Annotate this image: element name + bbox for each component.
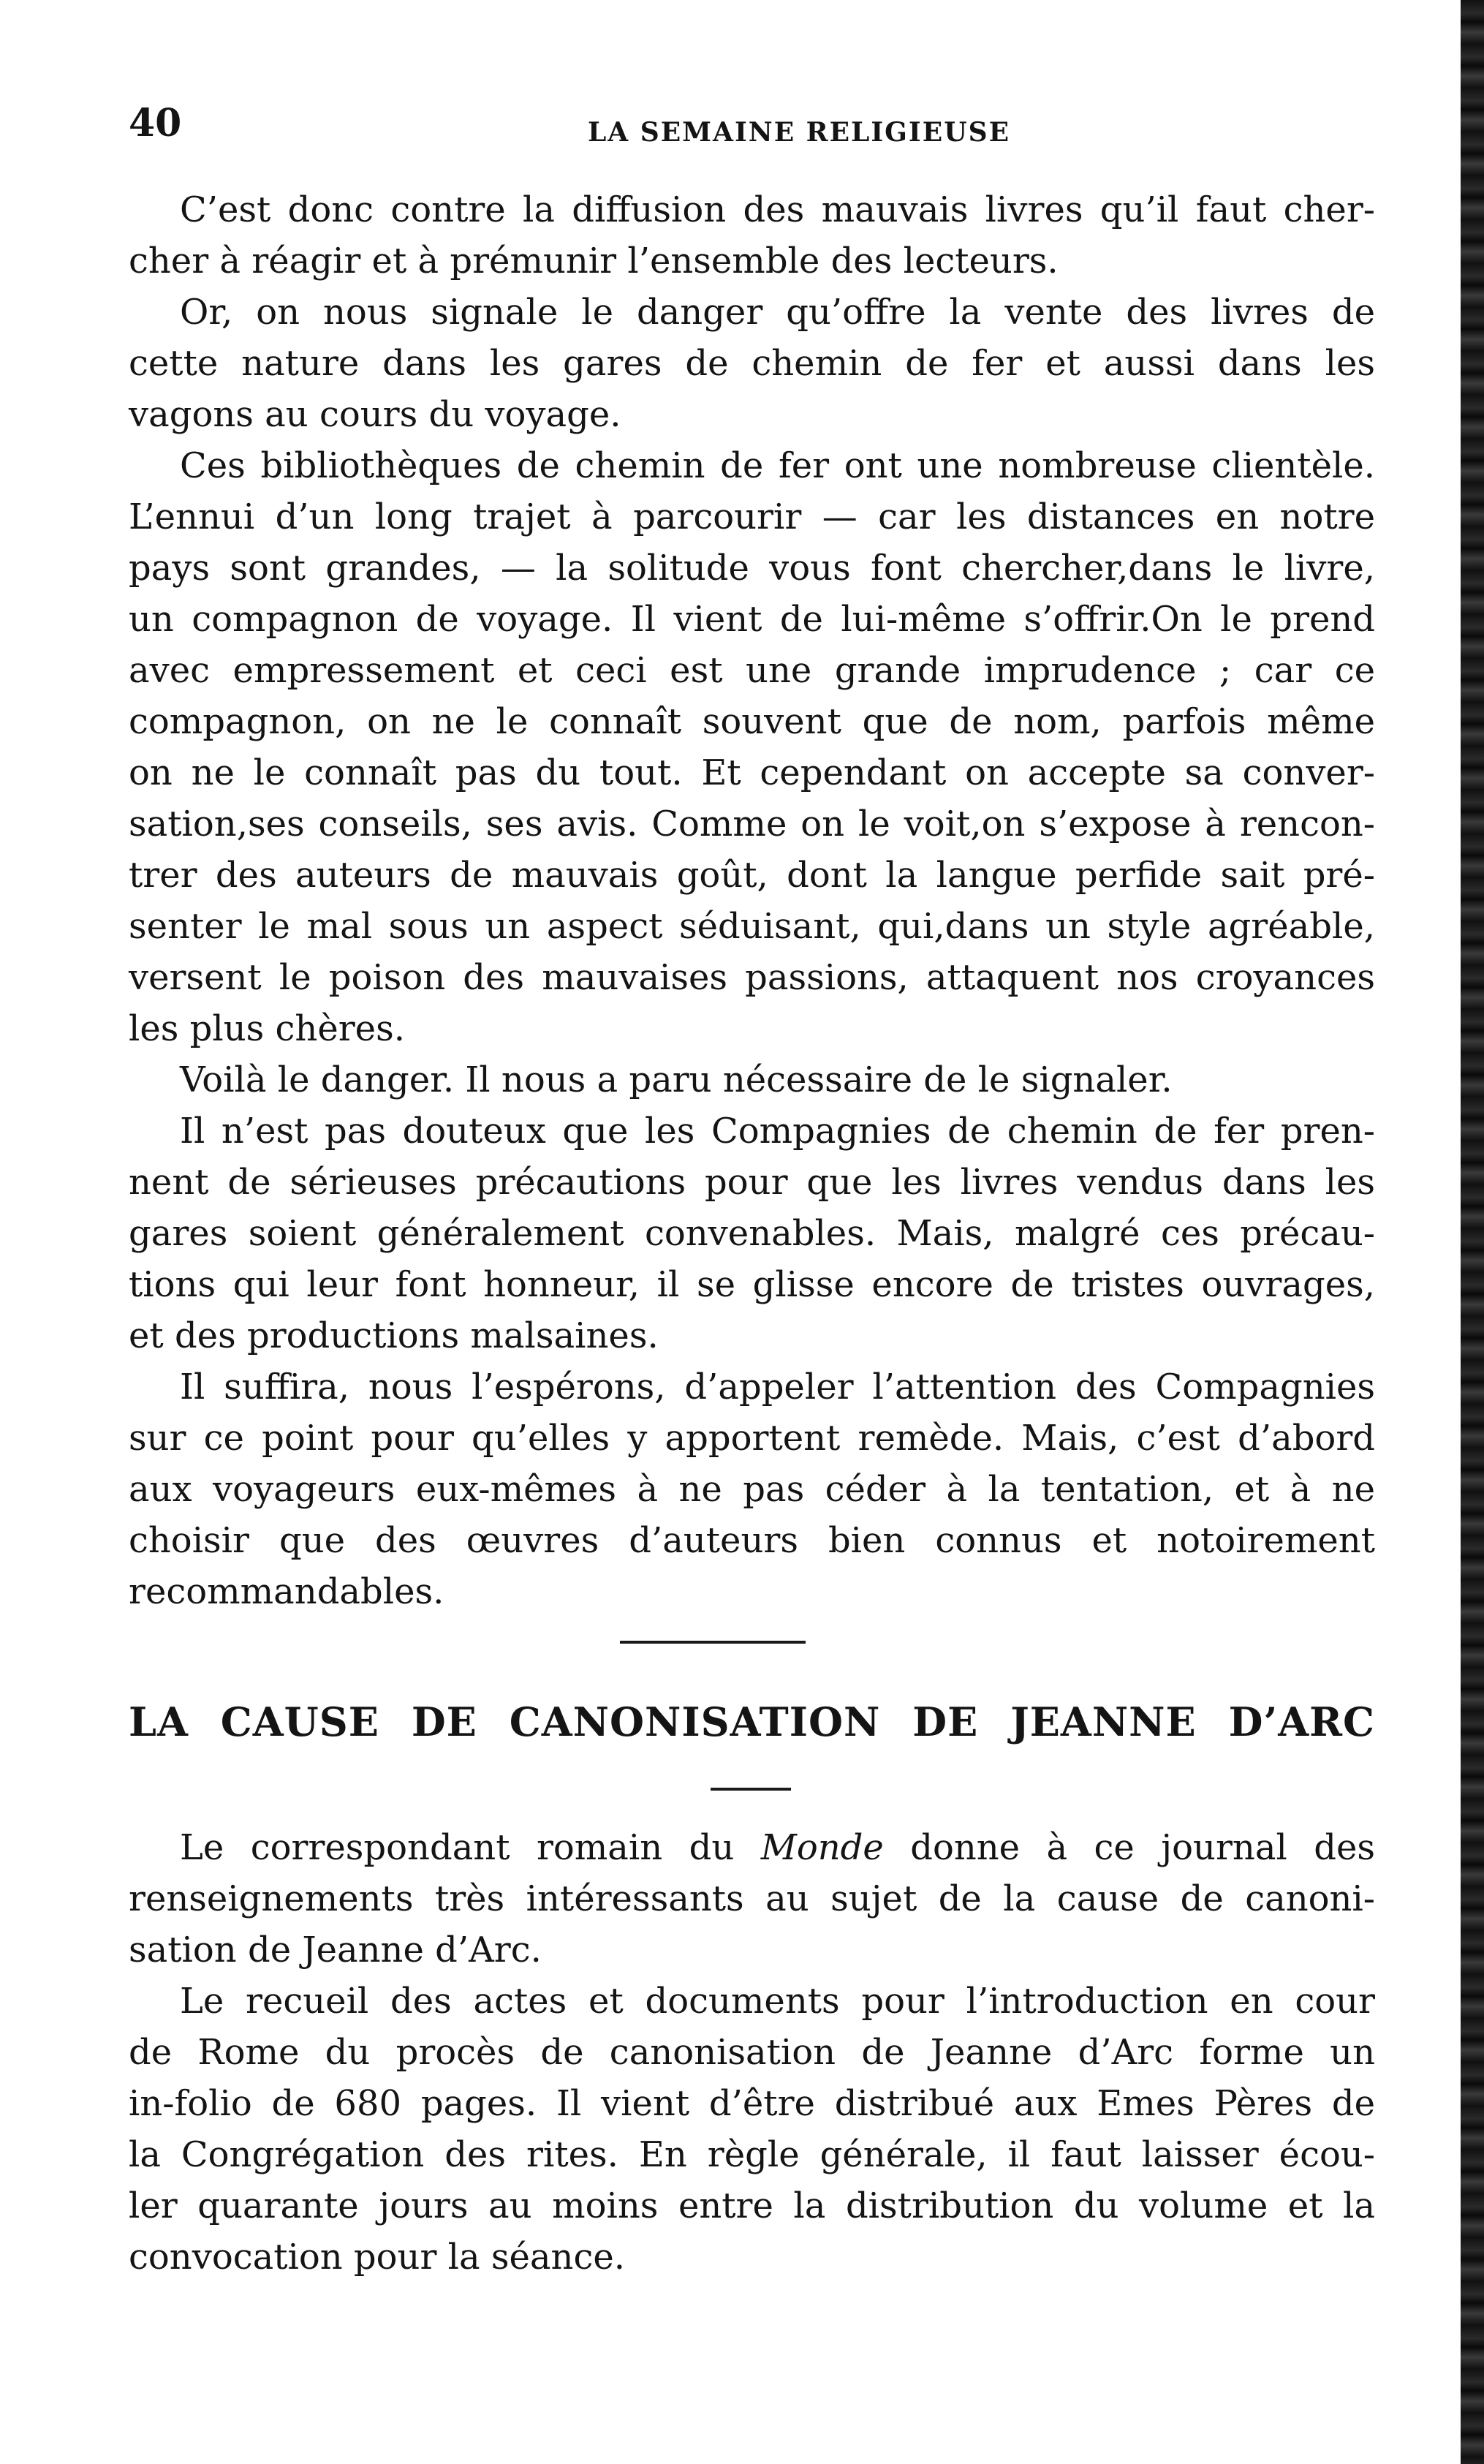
text-line: recommandables.	[129, 1571, 444, 1612]
text-line: compagnon, on ne le connaît souvent que de nom, parfois même	[129, 701, 1375, 742]
page-number: 40	[129, 101, 182, 146]
text-line: on ne le connaît pas du tout. Et cependant on accepte sa conver-	[129, 752, 1375, 793]
text-line: pays sont grandes, — la solitude vous font chercher,dans le livre,	[129, 548, 1375, 589]
article-railway-books	[129, 184, 1375, 1617]
text-line: Voilà le danger. Il nous a paru nécessaire de le signaler.	[180, 1059, 1173, 1100]
text-line: choisir que des œuvres d’auteurs bien connus et notoirement	[129, 1520, 1375, 1561]
text-line: cette nature dans les gares de chemin de fer et aussi dans les	[129, 343, 1375, 384]
article-joan-of-arc	[129, 1822, 1375, 2283]
text-line: sation de Jeanne d’Arc.	[129, 1930, 542, 1970]
title-underline-rule	[711, 1788, 791, 1791]
text-line	[129, 1822, 1375, 1873]
section-divider-rule	[620, 1641, 806, 1644]
text-run: Le correspondant romain du	[180, 1827, 761, 1868]
text-line: sur ce point pour qu’elles y apportent remède. Mais, c’est d’abord	[129, 1418, 1375, 1459]
text-line: cher à réagir et à prémunir l’ensemble des lecteurs.	[129, 241, 1059, 281]
text-line: aux voyageurs eux-mêmes à ne pas céder à la tentation, et à ne	[129, 1469, 1375, 1510]
text-line: L’ennui d’un long trajet à parcourir — car les distances en notre	[129, 496, 1375, 537]
text-line: Il suffira, nous l’espérons, d’appeler l’attention des Compagnies	[180, 1367, 1375, 1407]
text-line: convocation pour la séance.	[129, 2237, 626, 2278]
text-line: avec empressement et ceci est une grande imprudence ; car ce	[129, 650, 1375, 691]
text-line: renseignements très intéressants au sujet de la cause de canoni-	[129, 1878, 1375, 1919]
text-line: Le recueil des actes et documents pour l’introduction en cour	[180, 1981, 1375, 2022]
text-line: vagons au cours du voyage.	[129, 394, 621, 435]
section-title: LA CAUSE DE CANONISATION DE JEANNE D’ARC	[129, 1698, 1375, 1745]
text-line: un compagnon de voyage. Il vient de lui-même s’offrir.On le prend	[129, 599, 1375, 640]
text-line: versent le poison des mauvaises passions, attaquent nos croyances	[129, 957, 1375, 998]
running-title: LA SEMAINE RELIGIEUSE	[587, 117, 1011, 148]
text-line: tions qui leur font honneur, il se glisse encore de tristes ouvrages,	[129, 1264, 1375, 1305]
text-line: ler quarante jours au moins entre la distribution du volume et la	[129, 2185, 1375, 2226]
page-binding-edge	[1461, 0, 1484, 2464]
newspaper-title: Monde	[760, 1827, 884, 1868]
text-line: la Congrégation des rites. En règle générale, il faut laisser écou-	[129, 2134, 1375, 2175]
text-line: et des productions malsaines.	[129, 1315, 659, 1356]
text-line: les plus chères.	[129, 1008, 405, 1049]
text-line: Il n’est pas douteux que les Compagnies de chemin de fer pren-	[180, 1111, 1375, 1152]
text-run: donne à ce journal des	[883, 1827, 1375, 1868]
page-header	[129, 101, 1411, 152]
text-line: C’est donc contre la diffusion des mauvais livres qu’il faut cher-	[180, 189, 1375, 230]
text-line: gares soient généralement convenables. Mais, malgré ces précau-	[129, 1213, 1375, 1254]
text-line: Or, on nous signale le danger qu’offre la vente des livres de	[180, 292, 1375, 333]
text-line: in-folio de 680 pages. Il vient d’être distribué aux Emes Pères de	[129, 2083, 1375, 2124]
text-line: trer des auteurs de mauvais goût, dont la langue perfide sait pré-	[129, 855, 1375, 896]
text-line: senter le mal sous un aspect séduisant, qui,dans un style agréable,	[129, 906, 1375, 947]
text-line: Ces bibliothèques de chemin de fer ont une nombreuse clientèle.	[180, 445, 1375, 486]
text-line: nent de sérieuses précautions pour que les livres vendus dans les	[129, 1162, 1375, 1203]
text-line: sation,ses conseils, ses avis. Comme on le voit,on s’expose à rencon-	[129, 804, 1375, 844]
text-line: de Rome du procès de canonisation de Jeanne d’Arc forme un	[129, 2032, 1375, 2073]
